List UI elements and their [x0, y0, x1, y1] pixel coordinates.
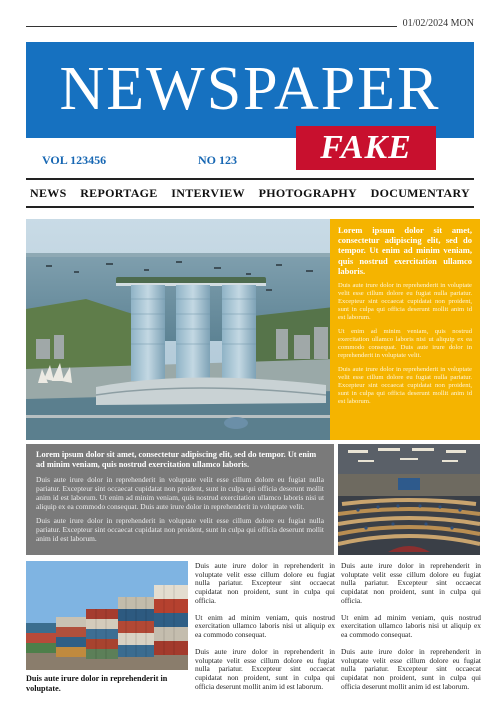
nav-item-documentary[interactable]: DOCUMENTARY — [370, 185, 470, 200]
photo-caption: Duis aute irure dolor in reprehenderit in voluptate. — [26, 674, 168, 693]
column-paragraph: Duis aute irure dolor in reprehenderit in voluptate velit esse cillum dolore eu fugiat nulla pariatur. Excepteur sint occaecat cupidatat non proident, sunt in culpa qui officia deserunt mollit anim id est laborum. — [341, 646, 481, 691]
issue-number: NO 123 — [198, 153, 237, 167]
column-paragraph: Duis aute irure dolor in reprehenderit in voluptate velit esse cillum dolore eu fugiat nulla pariatur. Excepteur sint occaecat cupidatat non proident, sunt in culpa qui officia. — [195, 561, 335, 605]
sidebar-lead: Lorem ipsum dolor sit amet, consectetur adipiscing elit, sed do tempor. Ut enim ad minim veniam, quis nostrud exercitation ullamco laboris. — [338, 225, 472, 276]
column-paragraph: Duis aute irure dolor in reprehenderit in voluptate velit esse cillum dolore eu fugiat nulla pariatur. Excepteur sint occaecat cupidatat non proident, sunt in culpa qui officia. — [341, 561, 481, 605]
nav-rule-bottom — [26, 206, 474, 208]
nav-item-news[interactable]: NEWS — [30, 185, 67, 200]
fake-badge-label: FAKE — [320, 129, 412, 166]
newspaper-title: NEWSPAPER — [59, 55, 441, 123]
sidebar-article — [330, 219, 480, 440]
sidebar-paragraph: Duis aute irure dolor in reprehenderit in voluptate velit esse cillum dolore eu fugiat nulla pariatur. Excepteur sint occaecat cupidatat non proident, sunt in culpa qui officia deserunt mollit anim id est laborum. — [338, 281, 472, 322]
column-paragraph: Ut enim ad minim veniam, quis nostrud exercitation ullamco laboris nisi ut aliquip ex ea commodo consequat. — [341, 612, 481, 640]
nav-item-photography[interactable]: PHOTOGRAPHY — [258, 185, 357, 200]
column-paragraph: Duis aute irure dolor in reprehenderit in voluptate velit esse cillum dolore eu fugiat nulla pariatur. Excepteur sint occaecat cupidatat non proident, sunt in culpa qui officia deserunt mollit anim id est laborum. — [195, 646, 335, 691]
issue-date: 01/02/2024 MON — [397, 18, 474, 29]
text-column-2 — [341, 562, 481, 700]
shipping-containers-photo — [26, 561, 188, 670]
text-column-1 — [195, 562, 335, 700]
feature-paragraph: Duis aute irure dolor in reprehenderit in voluptate velit esse cillum dolore eu fugiat nulla pariatur. Excepteur sint occaecat cupidatat non proident, sunt in culpa qui officia deserunt mollit anim id est laborum. Ut enim ad minim veniam, quis nostrud exercitation ullamco laboris nisi ut aliquip ex ea commodo consequat. Duis aute irure dolor in reprehenderit in voluptate velit. — [36, 474, 324, 511]
section-nav — [26, 182, 474, 204]
feature-lead: Lorem ipsum dolor sit amet, consectetur adipiscing elit, sed do tempor. Ut enim ad minim veniam, quis nostrud exercitation ullamco laboris. — [36, 450, 317, 469]
feature-paragraph: Duis aute irure dolor in reprehenderit in voluptate velit esse cillum dolore eu fugiat nulla pariatur. Excepteur sint occaecat cupidatat non proident, sunt in culpa qui officia deserunt mollit anim id est laborum. — [36, 516, 324, 544]
nav-item-reportage[interactable]: REPORTAGE — [80, 185, 158, 200]
nav-rule-top — [26, 178, 474, 180]
sidebar-paragraph: Duis aute irure dolor in reprehenderit in voluptate velit esse cillum dolore eu fugiat nulla pariatur. Excepteur sint occaecat cupidatat non proident, sunt in culpa qui officia deserunt mollit anim id est laborum. — [338, 366, 472, 406]
feature-article — [26, 444, 334, 555]
sidebar-paragraph: Ut enim ad minim veniam, quis nostrud exercitation ullamco laboris nisi ut aliquip ex ea commodo consequat. Duis aute irure dolor in reprehenderit in voluptate velit. — [338, 328, 472, 360]
city-skyline-photo — [26, 219, 334, 440]
column-paragraph: Ut enim ad minim veniam, quis nostrud exercitation ullamco laboris nisi ut aliquip ex ea commodo consequat. — [195, 612, 335, 640]
volume-label: VOL 123456 — [42, 153, 107, 167]
parliament-hall-photo — [338, 444, 480, 555]
nav-item-interview[interactable]: INTERVIEW — [171, 185, 245, 200]
